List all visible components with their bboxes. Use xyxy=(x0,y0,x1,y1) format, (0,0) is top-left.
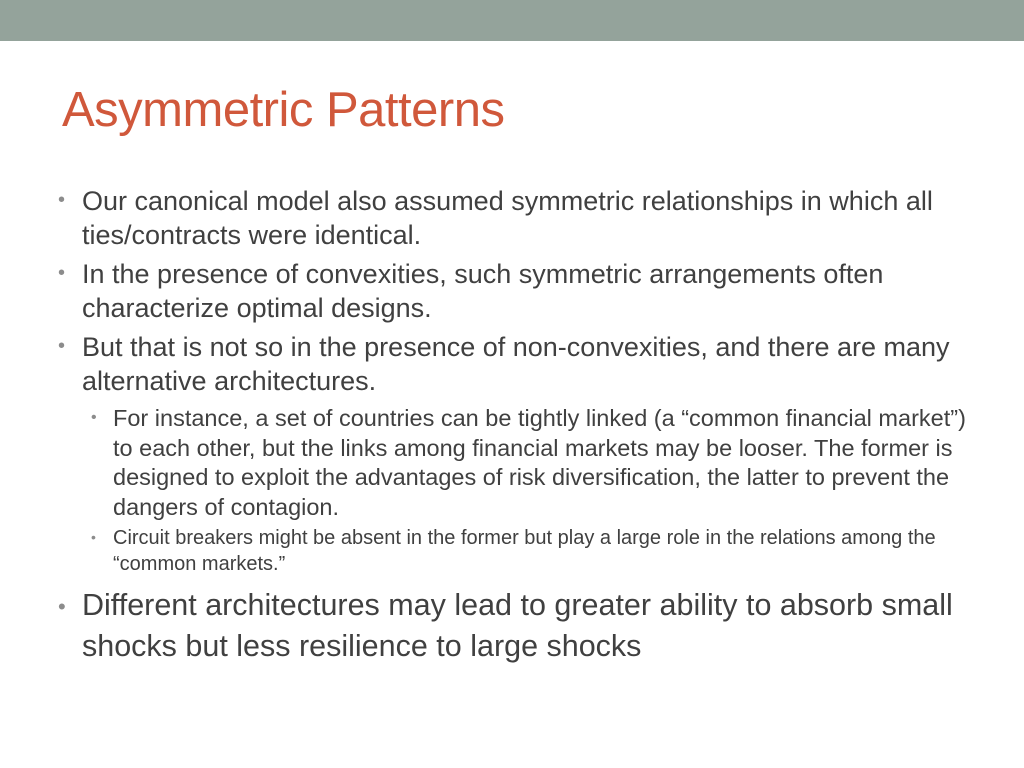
bullet-dot-icon: • xyxy=(58,189,66,211)
bullet-dot-icon: • xyxy=(91,409,97,426)
top-accent-bar xyxy=(0,0,1024,41)
bullet-item xyxy=(56,331,966,398)
sub-bullet-item xyxy=(56,526,966,577)
bullet-item xyxy=(56,258,966,325)
bullet-item xyxy=(56,185,966,252)
bullet-text: Our canonical model also assumed symmetric relationships in which all ties/contracts were identical. xyxy=(82,186,933,250)
bullet-text: In the presence of convexities, such symmetric arrangements often characterize optimal designs. xyxy=(82,259,884,323)
bullet-dot-icon: • xyxy=(58,335,66,357)
sub-bullet-text: Circuit breakers might be absent in the former but play a large role in the relations among the “common markets.” xyxy=(113,527,936,575)
slide-body xyxy=(56,185,966,667)
bullet-dot-icon: • xyxy=(58,594,66,619)
sub-bullet-item xyxy=(56,404,966,522)
bullet-text: But that is not so in the presence of non-convexities, and there are many alternative architectures. xyxy=(82,332,950,396)
bullet-dot-icon: • xyxy=(91,529,96,545)
slide-title: Asymmetric Patterns xyxy=(62,83,505,137)
bullet-item xyxy=(56,585,966,667)
sub-bullet-text: For instance, a set of countries can be tightly linked (a “common financial market”) to each other, but the links among financial markets may be looser. The former is designed to exploit the advantages of risk diversification, the latter to prevent the dangers of contagion. xyxy=(113,405,966,520)
bullet-text: Different architectures may lead to greater ability to absorb small shocks but less resilience to large shocks xyxy=(82,588,953,663)
bullet-dot-icon: • xyxy=(58,262,66,284)
